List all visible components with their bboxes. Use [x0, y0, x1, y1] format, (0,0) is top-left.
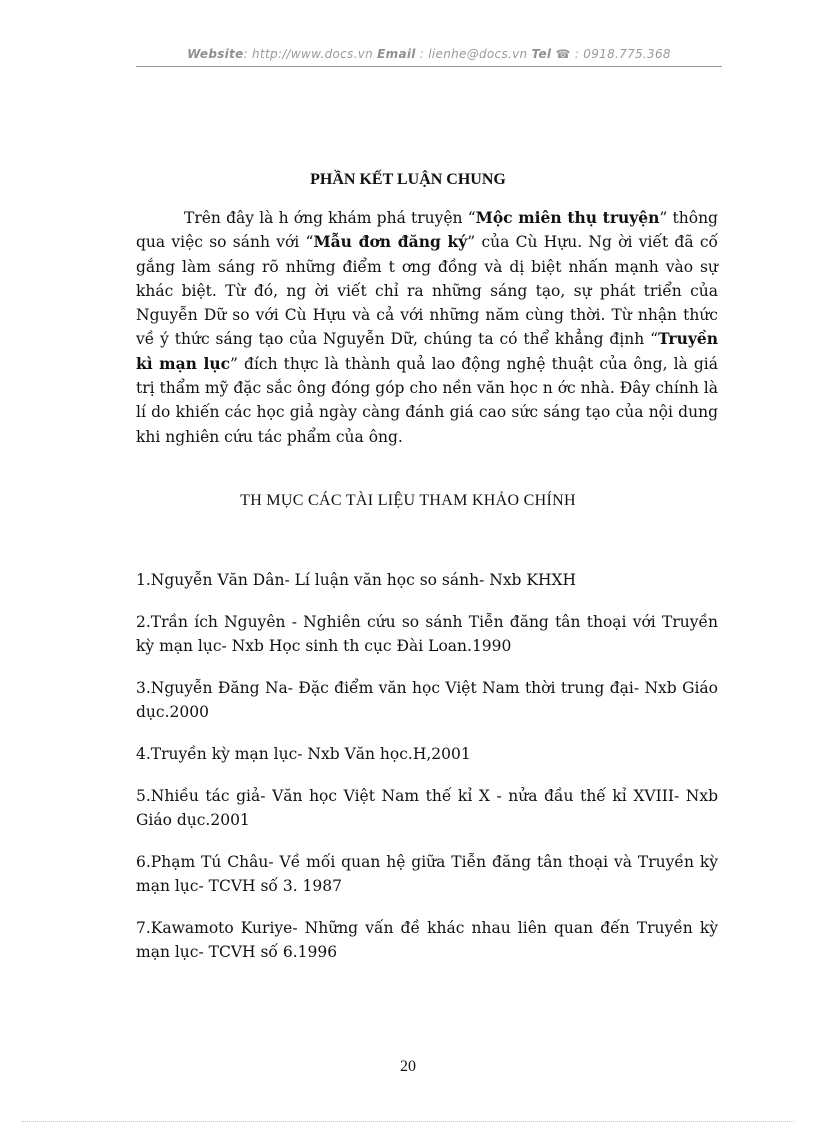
tel-value: ☎ : 0918.775.368 — [551, 47, 671, 61]
footer-divider — [22, 1121, 794, 1122]
reference-item: 2.Trần ích Nguyên - Nghiên cứu so sánh Tiễn đăng tân thoại với Truyền kỳ mạn lục- Nxb Học sinh th cục Đài Loan.1990 — [136, 613, 718, 655]
text-run: ” đích thực là thành quả lao động nghệ thuật của ông, là giá trị thẩm mỹ đặc sắc ông đóng góp cho nền văn học n ớc nhà. Đây chính là lí do khiến các học giả ngày càng đánh giá cao sức sáng tạo của nội dung khi nghiên cứu tác phẩm của ông. — [136, 354, 718, 446]
text-run: ” của Cù Hựu. Ng ời viết đã cố gắng làm sáng rõ những điểm t ơng đồng và dị biệt nhấn mạnh vào sự khác biệt. Từ đó, ng ời viết chỉ ra những sáng tạo, sự phát triển của Nguyễn Dữ so với Cù Hựu và cả với những năm cùng thời. Từ nhận thức về ý thức sáng tạo của Nguyễn Dữ, chúng ta có thể khẳng định “ — [136, 233, 719, 349]
header-divider — [136, 66, 722, 67]
reference-item: 1.Nguyễn Văn Dân- Lí luận văn học so sánh- Nxb KHXH — [136, 571, 577, 589]
conclusion-paragraph — [136, 206, 718, 449]
section-title: PHẦN KẾT LUẬN CHUNG — [310, 171, 506, 188]
text-run: ” thông qua việc so sánh với “ — [136, 209, 718, 252]
page-header — [136, 47, 722, 61]
email-value: : lienhe@docs.vn — [415, 47, 532, 61]
email-label: Email — [377, 47, 416, 61]
reference-item: 5.Nhiều tác giả- Văn học Việt Nam thế kỉ X - nửa đầu thế kỉ XVIII- Nxb Giáo dục.2001 — [136, 787, 718, 829]
reference-item: 3.Nguyễn Đăng Na- Đặc điểm văn học Việt Nam thời trung đại- Nxb Giáo dục.2000 — [136, 679, 718, 721]
website-url: : http://www.docs.vn — [243, 47, 378, 61]
page-number: 20 — [400, 1058, 416, 1075]
bold-work-title: Mẫu đơn đăng ký — [313, 232, 468, 252]
tel-label: Tel — [531, 47, 552, 61]
text-run: Trên đây là h ớng khám phá truyện “ — [184, 209, 476, 227]
website-label: Website — [187, 47, 244, 61]
bibliography-title: TH MỤC CÁC TÀI LIỆU THAM KHẢO CHÍNH — [240, 492, 576, 509]
bold-work-title: Truyền kì mạn lục — [136, 329, 718, 373]
reference-item: 6.Phạm Tú Châu- Về mối quan hệ giữa Tiễn đăng tân thoại và Truyền kỳ mạn lục- TCVH số 3. 1987 — [136, 853, 718, 895]
bold-work-title: Mộc miên thụ truyện — [475, 208, 660, 227]
reference-list — [136, 568, 718, 982]
reference-item: 4.Truyền kỳ mạn lục- Nxb Văn học.H,2001 — [136, 745, 471, 763]
reference-item: 7.Kawamoto Kuriye- Những vấn đề khác nhau liên quan đến Truyền kỳ mạn lục- TCVH số 6.1996 — [136, 919, 718, 961]
